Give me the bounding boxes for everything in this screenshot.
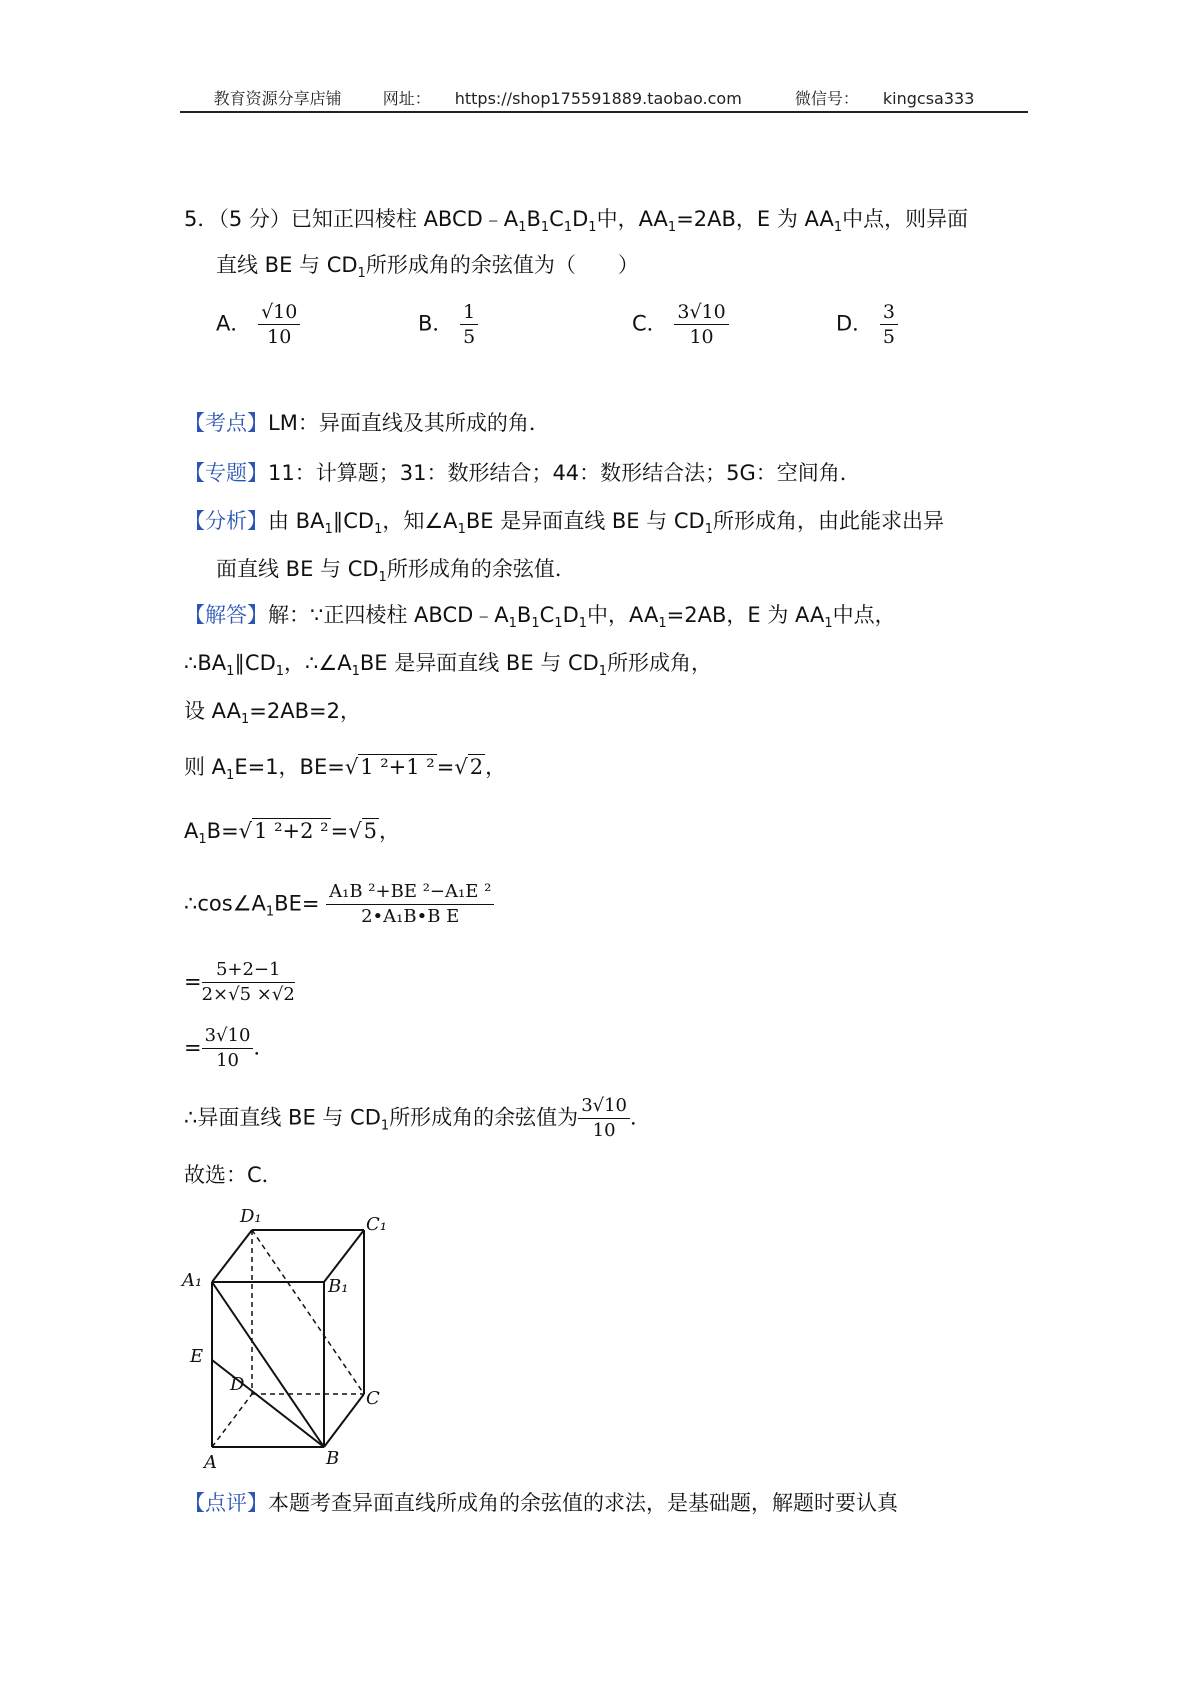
jieda-line-5: $A_1B=√1$ ²+2 ²=√5， (184, 819, 400, 847)
prism-figure (180, 1200, 420, 1470)
jieda-line-3: 设 $AA_1=2AB=2$， (184, 699, 361, 727)
label-c1: C₁ (366, 1214, 387, 1235)
page-header (0, 86, 1200, 109)
jieda-line-2: $\therefore BA_1\parallel CD_1$，$\therefore\angle A_1BE$ 是异面直线 BE 与 $CD_1$所形成角， (184, 651, 713, 679)
fenxi-line-2: 面直线 BE 与 $CD_1$所形成角的余弦值． (216, 557, 576, 585)
question-line-2: 直线 BE 与 $CD_1$所形成角的余弦值为（ ） (216, 253, 639, 281)
zhuanti: 【专题】11：计算题；31：数形结合；44：数形结合法；5G：空间角． (184, 461, 861, 485)
site-url[interactable]: https://shop175591889.taobao.com (454, 89, 742, 108)
label-e: E (190, 1346, 204, 1367)
jieda-line-6: $\therefore\cos\angle A_1BE=$ $\frac{\text{A₁B ²+BE ²−A₁E ²}}{\text{2•A₁B•B E}}$ (184, 880, 494, 929)
shop-name: 教育资源分享店铺 (213, 89, 342, 108)
label-a1: A₁ (182, 1270, 203, 1291)
option-b[interactable]: B． $\frac{1}{5}$ (418, 300, 478, 349)
label-d1: D₁ (240, 1206, 262, 1227)
label-c: C (366, 1388, 380, 1409)
fenxi-line-1: 【分析】由 $BA_1\parallel CD_1$，知$\angle A_1BE$ 是异面直线 BE 与 $CD_1$所形成角，由此能求出异 (184, 509, 945, 537)
kaodian: 【考点】LM：异面直线及其所成的角． (184, 411, 550, 435)
jieda-line-4: 则 $A_1E=1$，BE=√1 ²+1 ²=√2， (184, 755, 507, 783)
question-line-1: 5．（5 分）已知正四棱柱 $ABCD﹣A_1B_1C_1D_1$中，$AA_1=2AB$，E 为 $AA_1$中点，则异面 (184, 207, 969, 235)
jieda-line-9: ∴异面直线 BE 与 $CD_1$所形成角的余弦值为 $\frac{3√10}{10}$ ． (184, 1095, 652, 1141)
option-a[interactable]: A． $\frac{√10}{10}$ (216, 300, 300, 349)
site-label: 网址： (382, 89, 431, 108)
label-b: B (326, 1448, 340, 1469)
jieda-line-10: 故选：C． (184, 1163, 283, 1187)
dianping: 【点评】本题考查异面直线所成角的余弦值的求法，是基础题，解题时要认真 (184, 1491, 898, 1515)
header-divider (180, 111, 1028, 113)
option-c[interactable]: C． $\frac{3√10}{10}$ (632, 300, 729, 349)
label-b1: B₁ (328, 1276, 349, 1297)
jieda-line-7: = $\frac{5+2-1}{2\times√5 \times√2}$ (184, 959, 295, 1005)
wechat-label: 微信号： (794, 89, 859, 108)
option-d[interactable]: D． $\frac{3}{5}$ (836, 300, 898, 349)
jieda-line-1: 【解答】解：∵正四棱柱 $ABCD﹣A_1B_1C_1D_1$中，$AA_1=2AB$，E 为 $AA_1$中点， (184, 603, 896, 631)
wechat-id: kingcsa333 (882, 89, 975, 108)
jieda-line-8: = $\frac{3√10}{10}$ ． (184, 1025, 275, 1071)
label-a: A (204, 1452, 217, 1470)
label-d: D (230, 1374, 245, 1395)
